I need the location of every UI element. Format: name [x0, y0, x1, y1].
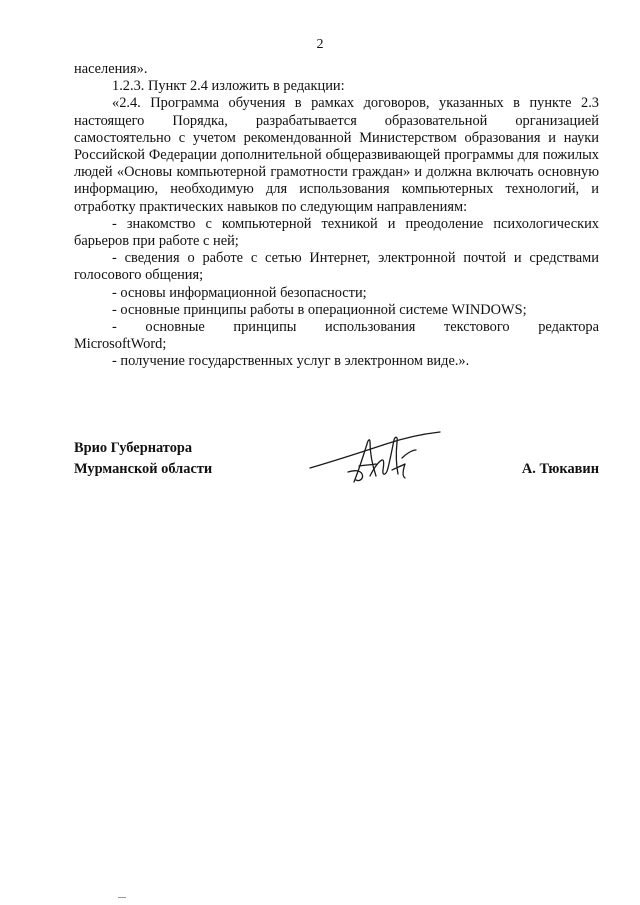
signer-title	[74, 438, 212, 480]
list-item-windows: - основные принципы работы в операционной системе WINDOWS;	[112, 301, 527, 318]
signer-title-line1: Врио Губернатора	[74, 440, 193, 456]
paragraph-clause-2-4: «2.4. Программа обучения в рамках договоров, указанных в пункте 2.3 настоящего Порядка, разрабатывается образовательной организацией самостоятельно с учетом рекомендованной Министерством образования и науки Российской Федерации дополнительной общеразвивающей программы для пожилых людей «Основы компьютерной грамотности граждан» и должна включать основную информацию, необходимую для использования компьютерных технологий, и отработку практических навыков по следующим направлениям:	[74, 95, 599, 215]
handwritten-signature	[304, 428, 444, 492]
signer-name: А. Тюкавин	[521, 461, 599, 477]
paragraph-clause-1-2-3: 1.2.3. Пункт 2.4 изложить в редакции:	[112, 78, 345, 95]
list-item-text-editor-continuation: MicrosoftWord;	[74, 336, 167, 353]
list-item-computer-basics: - знакомство с компьютерной техникой и преодоление психологических барьеров при работе с ней;	[74, 215, 599, 250]
list-item-text-editor: - основные принципы использования текстового редактора	[112, 319, 599, 336]
signature-block	[74, 438, 599, 498]
signer-title-line2: Мурманской области	[74, 461, 213, 477]
paragraph-continuation: населения».	[74, 61, 148, 77]
list-item-public-services: - получение государственных услуг в электронном виде.».	[112, 353, 470, 370]
list-item-security: - основы информационной безопасности;	[112, 284, 367, 301]
scan-artifact-mark	[118, 897, 126, 898]
list-item-internet: - сведения о работе с сетью Интернет, электронной почтой и средствами голосового общения;	[74, 250, 599, 284]
document-body	[74, 61, 599, 371]
page-number: 2	[316, 37, 324, 52]
